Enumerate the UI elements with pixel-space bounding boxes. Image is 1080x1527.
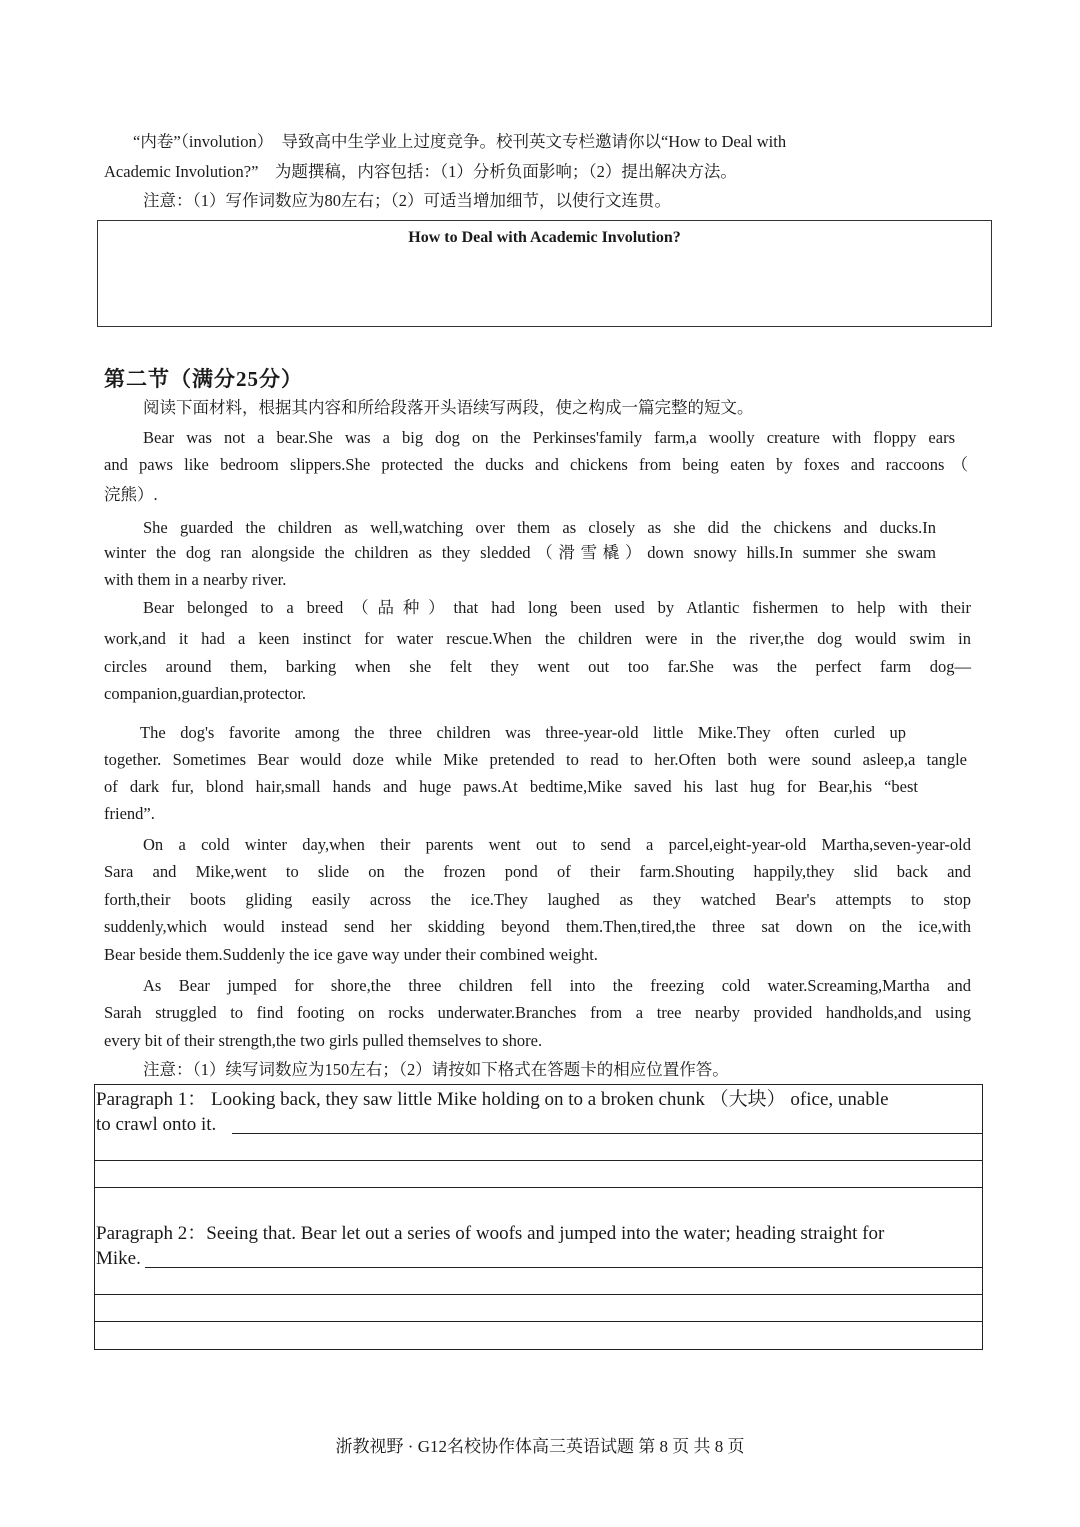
section-instruction: 阅读下面材料，根据其内容和所给段落开头语续写两段，使之构成一篇完整的短文。 [143, 398, 754, 417]
section-heading: 第二节（满分25分） [104, 367, 303, 391]
writing-line[interactable] [95, 1294, 982, 1295]
writing-line[interactable] [95, 1321, 982, 1322]
story-line: forth,their boots gliding easily across the ice.They laughed as they watched Bear's attempts to stop [104, 890, 971, 909]
story-line: As Bear jumped for shore,the three children fell into the freezing cold water.Screaming,Martha and [143, 976, 971, 995]
story-line: every bit of their strength,the two girls pulled themselves to shore. [104, 1031, 543, 1050]
story-line: of dark fur, blond hair,small hands and huge paws.At bedtime,Mike saved his last hug for Bear,his “best [104, 777, 918, 796]
story-line: companion,guardian,protector. [104, 684, 307, 703]
story-line: Sara and Mike,went to slide on the frozen pond of their farm.Shouting happily,they slid back and [104, 862, 971, 881]
story-line: She guarded the children as well,watching over them as closely as she did the chickens and ducks.In [143, 518, 936, 537]
story-line: Bear belonged to a breed（品种）that had long been used by Atlantic fishermen to help with their [143, 598, 971, 617]
story-line: Bear beside them.Suddenly the ice gave way under their combined weight. [104, 945, 598, 964]
continuation-note: 注意：（1）续写词数应为150左右；（2）请按如下格式在答题卡的相应位置作答。 [143, 1060, 729, 1079]
story-line: Sarah struggled to find footing on rocks underwater.Branches from a tree nearby provided handholds,and using [104, 1003, 971, 1022]
story-line: with them in a nearby river. [104, 570, 287, 589]
paragraph1-prompt-cont: to crawl onto it. [96, 1114, 217, 1135]
prompt-line-2: Academic Involution?” 为题撰稿，内容包括：（1）分析负面影响；（2）提出解决方法。 [104, 162, 737, 181]
prompt-note: 注意：（1）写作词数应为80左右；（2）可适当增加细节，以使行文连贯。 [143, 191, 671, 210]
story-line: Bear was not a bear.She was a big dog on the Perkinses'family farm,a woolly creature with floppy ears [143, 428, 955, 447]
writing-line[interactable] [95, 1187, 982, 1188]
paragraph2-prompt: Paragraph 2：Seeing that. Bear let out a series of woofs and jumped into the water; heading straight for [96, 1223, 885, 1244]
essay-title: How to Deal with Academic Involution? [408, 229, 681, 246]
writing-line[interactable] [232, 1133, 982, 1134]
story-line: On a cold winter day,when their parents went out to send a parcel,eight-year-old Martha,seven-year-old [143, 835, 971, 854]
writing-line[interactable] [145, 1267, 982, 1268]
page-footer: 浙教视野 · G12名校协作体高三英语试题 第 8 页 共 8 页 [335, 1437, 745, 1456]
writing-line[interactable] [95, 1160, 982, 1161]
story-line: friend”. [104, 804, 155, 823]
story-line: suddenly,which would instead send her skidding beyond them.Then,tired,the three sat down on the ice,with [104, 917, 971, 936]
prompt-line-1: “内卷”（involution） 导致高中生学业上过度竞争。校刊英文专栏邀请你以“How to Deal with [133, 132, 787, 151]
story-line: The dog's favorite among the three children was three-year-old little Mike.They often curled up [140, 723, 906, 742]
story-line: 浣熊）. [104, 485, 158, 504]
paragraph2-prompt-cont: Mike. [96, 1248, 141, 1269]
answer-box [94, 1084, 983, 1350]
story-line: work,and it had a keen instinct for water rescue.When the children were in the river,the dog would swim in [104, 629, 971, 648]
paragraph1-prompt: Paragraph 1： Looking back, they saw little Mike holding on to a broken chunk （大块） ofice, unable [96, 1089, 889, 1110]
story-line: together. Sometimes Bear would doze while Mike pretended to read to her.Often both were sound asleep,a tangle [104, 750, 967, 769]
story-line: circles around them, barking when she felt they went out too far.She was the perfect farm dog— [104, 657, 971, 676]
story-line: and paws like bedroom slippers.She protected the ducks and chickens from being eaten by foxes and raccoons（ [104, 455, 968, 474]
essay-title-box [97, 220, 992, 327]
story-line: winter the dog ran alongside the children as they sledded（滑雪橇）down snowy hills.In summer she swam [104, 543, 936, 562]
